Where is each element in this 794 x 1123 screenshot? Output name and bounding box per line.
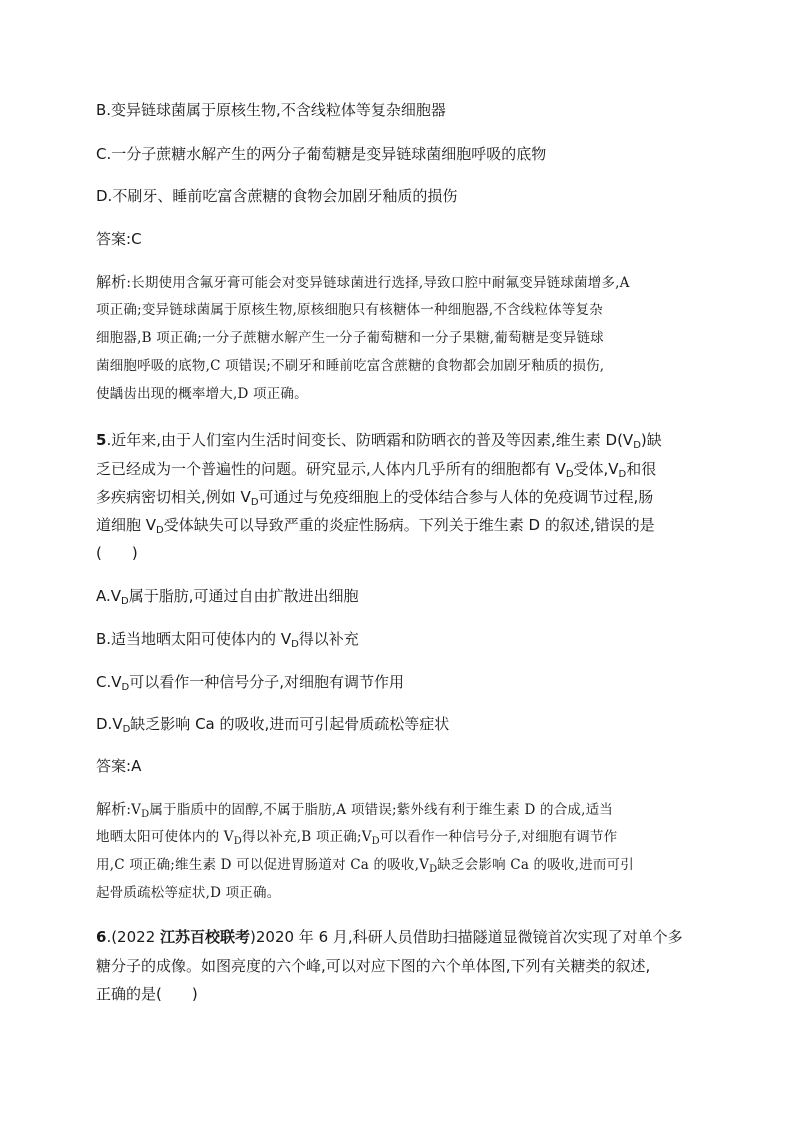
question-5-line-2 <box>96 459 656 479</box>
subscript: D <box>371 836 380 847</box>
explanation-colon: : <box>126 275 132 291</box>
q5-text: .近年来,由于人们室内生活时间变长、防晒霜和防晒衣的普及等因素,维生素 D(V <box>106 431 634 449</box>
subscript: D <box>565 469 574 480</box>
q5-text: 可通过与免疫细胞上的受体结合参与人体的免疫调节过程,肠 <box>258 488 654 506</box>
q5-text: 多疾病密切相关,例如 V <box>96 488 251 506</box>
answer-value: C <box>131 230 142 248</box>
question-6-line-1 <box>96 927 683 947</box>
q5-text: )缺 <box>640 431 662 449</box>
explanation-text: 得以补充,B 项正确;V <box>241 829 372 845</box>
q5-text: 受体,V <box>573 460 619 478</box>
answer-label: 答案 <box>96 230 127 248</box>
subscript: D <box>291 639 299 650</box>
explanation-colon: : <box>126 802 132 818</box>
explanation-5-line-2 <box>96 827 617 847</box>
explanation-prev-line-2: 项正确;变异链球菌属于原核生物,原核细胞只有核糖体一种细胞器,不含线粒体等复杂 <box>96 302 603 318</box>
question-5-paren: ( ) <box>96 544 138 562</box>
subscript: D <box>141 809 150 820</box>
question-6-line-3: 正确的是( ) <box>96 985 198 1003</box>
q5-text: 乏已经成为一个普遍性的问题。研究显示,人体内几乎所有的细胞都有 V <box>96 460 566 478</box>
question-5-line-3 <box>96 487 653 507</box>
explanation-5-line-3 <box>96 855 634 875</box>
explanation-prev-line-1 <box>96 272 630 293</box>
q5-option-a <box>96 586 359 606</box>
q5-option-b <box>96 629 359 649</box>
explanation-prev-line-4: 菌细胞呼吸的底物,C 项错误;不刷牙和睡前吃富含蔗糖的食物都会加剧牙釉质的损伤, <box>96 358 605 374</box>
subscript: D <box>122 724 131 735</box>
subscript: D <box>250 497 259 508</box>
explanation-text: V <box>131 802 142 818</box>
answer-value: A <box>131 757 142 775</box>
option-text: A.V <box>96 587 122 605</box>
question-number: 5 <box>96 431 107 449</box>
explanation-label: 解析 <box>96 273 127 291</box>
q6-text: )2020 年 6 月,科研人员借助扫描隧道显微镜首次实现了对单个多 <box>250 928 683 946</box>
q5-text: 道细胞 V <box>96 516 157 534</box>
explanation-prev-line-3: 细胞器,B 项正确;一分子蔗糖水解产生一分子葡萄糖和一分子果糖,葡萄糖是变异链球 <box>96 330 604 346</box>
option-d-prev: D.不刷牙、睡前吃富含蔗糖的食物会加剧牙釉质的损伤 <box>96 187 458 205</box>
option-text: B.适当地晒太阳可使体内的 V <box>96 630 292 648</box>
q6-text: .(2022 <box>106 928 160 946</box>
q5-text: 受体缺失可以导致严重的炎症性肠病。下列关于维生素 D 的叙述,错误的是 <box>163 516 655 534</box>
explanation-5-line-1 <box>96 799 613 820</box>
explanation-text: 可以看作一种信号分子,对细胞有调节作 <box>379 829 618 845</box>
subscript: D <box>429 864 438 875</box>
question-6-line-2: 糖分子的成像。如图亮度的六个峰,可以对应下图的六个单体图,下列有关糖类的叙述, <box>96 957 651 975</box>
subscript: D <box>618 469 627 480</box>
answer-prev <box>96 229 142 249</box>
subscript: D <box>156 525 164 536</box>
option-text: C.V <box>96 673 122 691</box>
explanation-text: 属于脂质中的固醇,不属于脂肪,A 项错误;紫外线有利于维生素 D 的合成,适当 <box>149 802 613 818</box>
subscript: D <box>121 682 130 693</box>
explanation-label: 解析 <box>96 800 127 818</box>
explanation-text: 用,C 项正确;维生素 D 可以促进胃肠道对 Ca 的吸收,V <box>96 857 430 873</box>
option-c-prev: C.一分子蔗糖水解产生的两分子葡萄糖是变异链球菌细胞呼吸的底物 <box>96 145 547 163</box>
q5-option-d <box>96 714 449 734</box>
q5-text: 和很 <box>626 460 657 478</box>
explanation-5-line-4: 起骨质疏松等症状,D 项正确。 <box>96 885 281 901</box>
answer-colon: : <box>126 230 132 248</box>
question-5-line-4 <box>96 515 655 535</box>
subscript: D <box>633 440 641 451</box>
option-text: D.V <box>96 715 123 733</box>
answer-5 <box>96 756 141 776</box>
subscript: D <box>121 596 129 607</box>
answer-label: 答案 <box>96 757 127 775</box>
question-number: 6 <box>96 928 107 946</box>
explanation-text: 缺乏会影响 Ca 的吸收,进而可引 <box>437 857 634 873</box>
explanation-text: 地晒太阳可使体内的 V <box>96 829 234 845</box>
explanation-prev-line-5: 使龋齿出现的概率增大,D 项正确。 <box>96 386 308 402</box>
option-text: 属于脂肪,可通过自由扩散进出细胞 <box>128 587 359 605</box>
answer-colon: : <box>126 757 132 775</box>
option-text: 可以看作一种信号分子,对细胞有调节作用 <box>129 673 404 691</box>
subscript: D <box>233 836 242 847</box>
option-b-prev: B.变异链球菌属于原核生物,不含线粒体等复杂细胞器 <box>96 101 446 119</box>
option-text: 缺乏影响 Ca 的吸收,进而可引起骨质疏松等症状 <box>130 715 450 733</box>
q5-option-c <box>96 672 404 692</box>
question-5-line-1 <box>96 430 662 450</box>
option-text: 得以补充 <box>298 630 359 648</box>
question-source: 江苏百校联考 <box>160 928 251 946</box>
explanation-text: 长期使用含氟牙膏可能会对变异链球菌进行选择,导致口腔中耐氟变异链球菌增多,A <box>131 275 630 291</box>
